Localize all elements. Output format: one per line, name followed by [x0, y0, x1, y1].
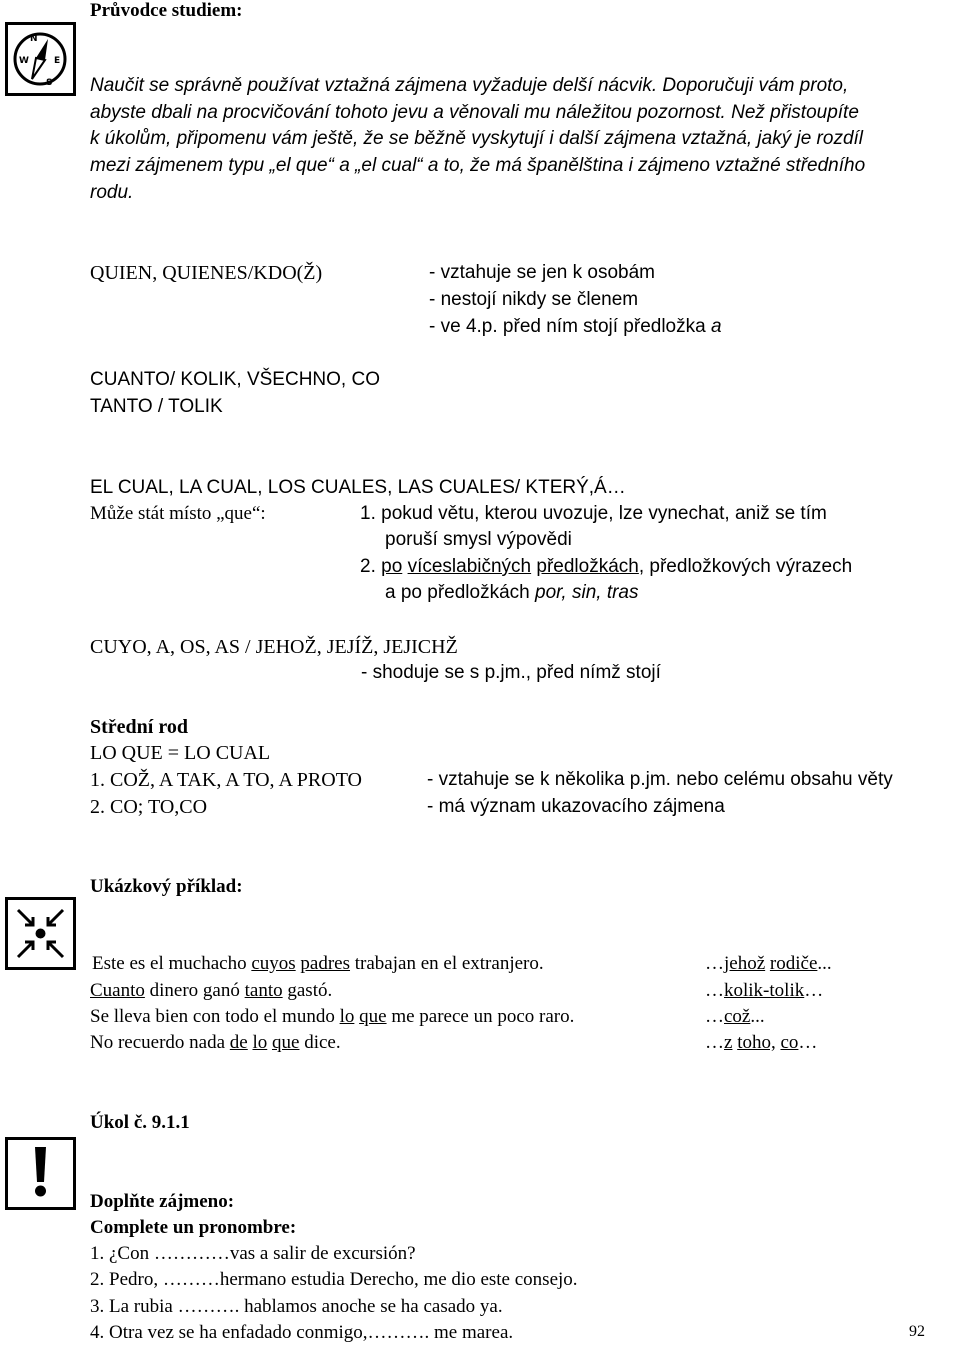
example-translation-3-part-3: ...	[750, 1006, 765, 1027]
svg-text:W: W	[19, 56, 29, 66]
example-row-4-part-b: de	[229, 1032, 248, 1053]
quien-note-1: - vztahuje se jen k osobám	[429, 262, 656, 283]
exclamation-icon	[5, 1137, 76, 1210]
cuanto-line-1: CUANTO/ KOLIK, VŠECHNO, CO	[90, 369, 380, 390]
example-row-4-part-d: lo	[252, 1032, 268, 1053]
example-row-3-part-d: que	[359, 1006, 387, 1027]
elcual-point-1-line-1: 1. pokud větu, kterou uvozuje, lze vynechat, aniž se tím	[360, 503, 827, 524]
example-translation-1-part-1: …	[705, 953, 724, 974]
example-row-1-part-d: padres	[300, 953, 351, 974]
example-translation-4-part-6: co	[780, 1032, 799, 1053]
elcual-point-2-word-3: předložkách	[536, 556, 639, 577]
neuter-heading: Střední rod	[90, 716, 188, 738]
neuter-row-2-left: 2. CO; TO,CO	[90, 796, 208, 818]
elcual-point-2-num: 2.	[360, 556, 376, 577]
example-row-2-part-d: tanto	[244, 980, 283, 1001]
task-item-2: 2. Pedro, ………hermano estudia Derecho, me dio este consejo.	[90, 1269, 578, 1290]
example-row-2	[90, 978, 332, 1004]
elcual-point-1-line-2: poruší smysl výpovědi	[385, 529, 572, 550]
example-translation-2-part-1: …	[705, 980, 724, 1001]
quien-note-3	[429, 314, 722, 340]
elcual-point-2-line-2	[385, 580, 639, 606]
guide-text-line-3: k úkolům, připomenu vám ještě, že se běžně vyskytují i další zájmena vztažná, jaký je rozdíl	[90, 128, 864, 149]
quien-note-2: - nestojí nikdy se členem	[429, 289, 639, 310]
svg-text:N: N	[30, 34, 38, 44]
guide-heading: Průvodce studiem:	[90, 0, 243, 21]
example-translation-2-part-2: kolik-tolik	[724, 980, 805, 1001]
neuter-row-1-right: - vztahuje se k několika p.jm. nebo celému obsahu věty	[427, 769, 893, 790]
elcual-point-2-rest: , předložkových výrazech	[638, 556, 853, 577]
example-row-2-part-b: Cuanto	[90, 980, 145, 1001]
example-translation-4-part-4: toho,	[737, 1032, 776, 1053]
page-number: 92	[909, 1323, 925, 1340]
guide-text-line-4: mezi zájmenem typu „el que“ a „el cual“ a to, že má španělština i zájmeno vztažné středního	[90, 155, 866, 176]
quien-note-3-text: - ve 4.p. před ním stojí předložka	[429, 316, 711, 337]
task-title-es: Complete un pronombre:	[90, 1217, 297, 1238]
quien-note-3-prep: a	[710, 316, 722, 337]
example-row-1-part-a: Este es el muchacho	[92, 953, 252, 974]
example-translation-3-part-1: …	[705, 1006, 724, 1027]
converging-arrows-icon	[5, 897, 76, 970]
guide-text-line-5: rodu.	[90, 182, 134, 203]
example-row-3-part-b: lo	[339, 1006, 355, 1027]
example-row-2-part-e: gastó.	[282, 980, 333, 1001]
elcual-point-2-word-2: víceslabičných	[407, 556, 532, 577]
example-row-3-part-a: Se lleva bien con todo el mundo	[90, 1006, 340, 1027]
compass-icon	[5, 22, 76, 96]
task-heading: Úkol č. 9.1.1	[90, 1112, 190, 1133]
neuter-row-1-left: 1. COŽ, A TAK, A TO, A PROTO	[90, 769, 362, 791]
example-row-4-part-a: No recuerdo nada	[90, 1032, 230, 1053]
example-translation-1-part-2: jehož	[724, 953, 766, 974]
example-row-4	[90, 1030, 341, 1056]
example-translation-3-part-2: což	[724, 1006, 751, 1027]
example-row-4-part-g: dice.	[299, 1032, 341, 1053]
cuanto-line-2: TANTO / TOLIK	[90, 396, 223, 417]
example-row-3	[90, 1004, 574, 1030]
elcual-point-2-line-2-text: a po předložkách	[385, 582, 535, 603]
example-row-1-part-b: cuyos	[251, 953, 296, 974]
example-translation-1-part-5: ...	[817, 953, 832, 974]
quien-term: QUIEN, QUIENES/KDO(Ž)	[90, 262, 323, 284]
example-heading: Ukázkový příklad:	[90, 876, 243, 897]
elcual-lead: Může stát místo „que“:	[90, 503, 266, 524]
task-title-cz: Doplňte zájmeno:	[90, 1191, 235, 1212]
elcual-point-2-line-2-italic: por, sin, tras	[535, 582, 639, 603]
elcual-term: EL CUAL, LA CUAL, LOS CUALES, LAS CUALES/ KTERÝ,Á…	[90, 477, 626, 498]
svg-text:E: E	[54, 56, 61, 66]
elcual-point-2-word-1: po	[381, 556, 403, 577]
example-translation-4	[705, 1030, 817, 1056]
example-translation-4-part-1: …	[705, 1032, 724, 1053]
example-translation-1-part-4: rodiče	[769, 953, 818, 974]
neuter-row-2-right: - má význam ukazovacího zájmena	[427, 796, 725, 817]
example-translation-3	[705, 1004, 765, 1030]
example-translation-1	[705, 951, 832, 977]
task-item-3: 3. La rubia ………. hablamos anoche se ha casado ya.	[90, 1296, 503, 1317]
example-row-4-part-f: que	[272, 1032, 300, 1053]
task-item-1: 1. ¿Con …………vas a salir de excursión?	[90, 1243, 416, 1264]
task-item-4: 4. Otra vez se ha enfadado conmigo,………. me marea.	[90, 1322, 514, 1343]
guide-text-line-2: abyste dbali na procvičování tohoto jevu a věnovali mu náležitou pozornost. Než přistoupíte	[90, 102, 859, 123]
svg-text:S: S	[46, 78, 53, 88]
cuyo-term: CUYO, A, OS, AS / JEHOŽ, JEJÍŽ, JEJICHŽ	[90, 636, 458, 658]
neuter-line: LO QUE = LO CUAL	[90, 742, 271, 764]
example-row-2-part-c: dinero ganó	[144, 980, 245, 1001]
example-translation-4-part-7: …	[798, 1032, 818, 1053]
cuyo-note: - shoduje se s p.jm., před nímž stojí	[361, 662, 661, 683]
example-row-3-part-e: me parece un poco raro.	[386, 1006, 575, 1027]
example-row-1-part-e: trabajan en el extranjero.	[350, 953, 544, 974]
elcual-point-2-line-1	[360, 554, 852, 580]
guide-text-line-1: Naučit se správně používat vztažná zájmena vyžaduje delší nácvik. Doporučuji vám proto,	[90, 75, 849, 96]
example-translation-2-part-3: …	[804, 980, 824, 1001]
example-translation-4-part-2: z	[724, 1032, 733, 1053]
example-translation-2	[705, 978, 823, 1004]
example-row-1	[92, 951, 544, 977]
